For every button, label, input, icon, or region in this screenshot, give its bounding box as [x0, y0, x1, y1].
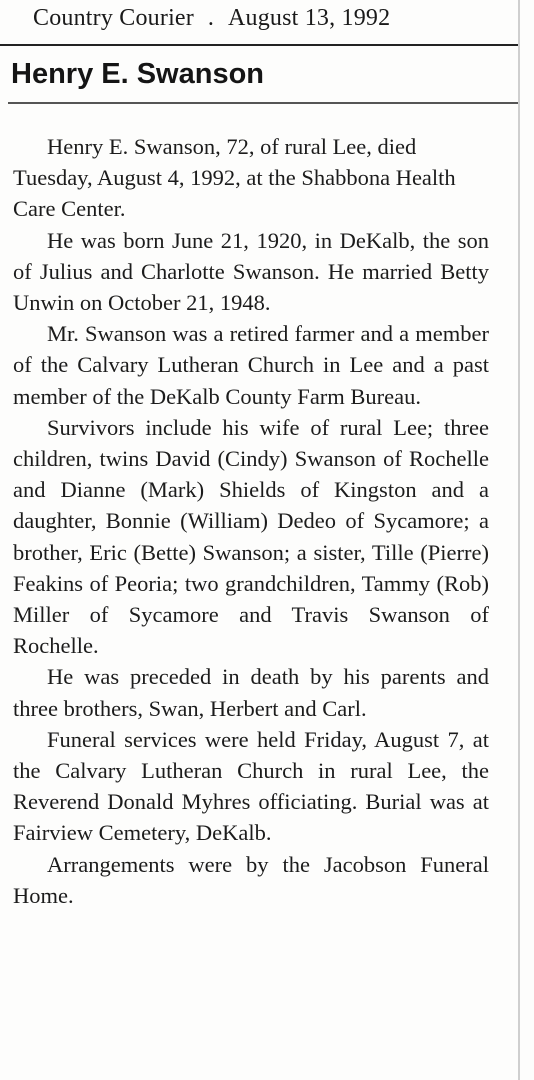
paragraph-arrangements: Arrangements were by the Jacobson Funeral Home. [13, 851, 489, 908]
article-headline: Henry E. Swanson [11, 58, 265, 90]
paragraph-survivors: Survivors include his wife of rural Lee; three children, twins David (Cindy) Swanson of Rochelle and Dianne (Mark) Shields of Kingston and a daughter, Bonnie (William) Dedeo of Sycamore; a brother, Eric (Bette) Swanson; a sister, Tille (Pierre) Feakins of Peoria; two grandchildren, Tammy (Rob) Miller of Sycamore and Travis Swanson of Rochelle. [13, 414, 489, 659]
masthead-rule [0, 44, 520, 46]
article-body [13, 131, 489, 911]
column-edge [518, 0, 520, 1080]
paragraph-preceded: He was preceded in death by his parents and three brothers, Swan, Herbert and Carl. [13, 664, 489, 721]
paragraph-death-notice: Henry E. Swanson, 72, of rural Lee, died Tuesday, August 4, 1992, at the Shabbona Health Care Center. [13, 134, 456, 222]
masthead-separator: . [207, 5, 215, 31]
paragraph-birth: He was born June 21, 1920, in DeKalb, the son of Julius and Charlotte Swanson. He married Betty Unwin on October 21, 1948. [13, 227, 489, 316]
headline-rule [8, 102, 520, 104]
masthead [33, 5, 390, 32]
paragraph-career: Mr. Swanson was a retired farmer and a member of the Calvary Lutheran Church in Lee and a past member of the DeKalb County Farm Bureau. [13, 321, 489, 409]
publication-date: August 13, 1992 [227, 5, 391, 31]
publication-name: Country Courier [33, 5, 194, 31]
paragraph-services: Funeral services were held Friday, August 7, at the Calvary Lutheran Church in rural Lee, the Reverend Donald Myhres officiating. Burial was at Fairview Cemetery, DeKalb. [13, 726, 489, 846]
